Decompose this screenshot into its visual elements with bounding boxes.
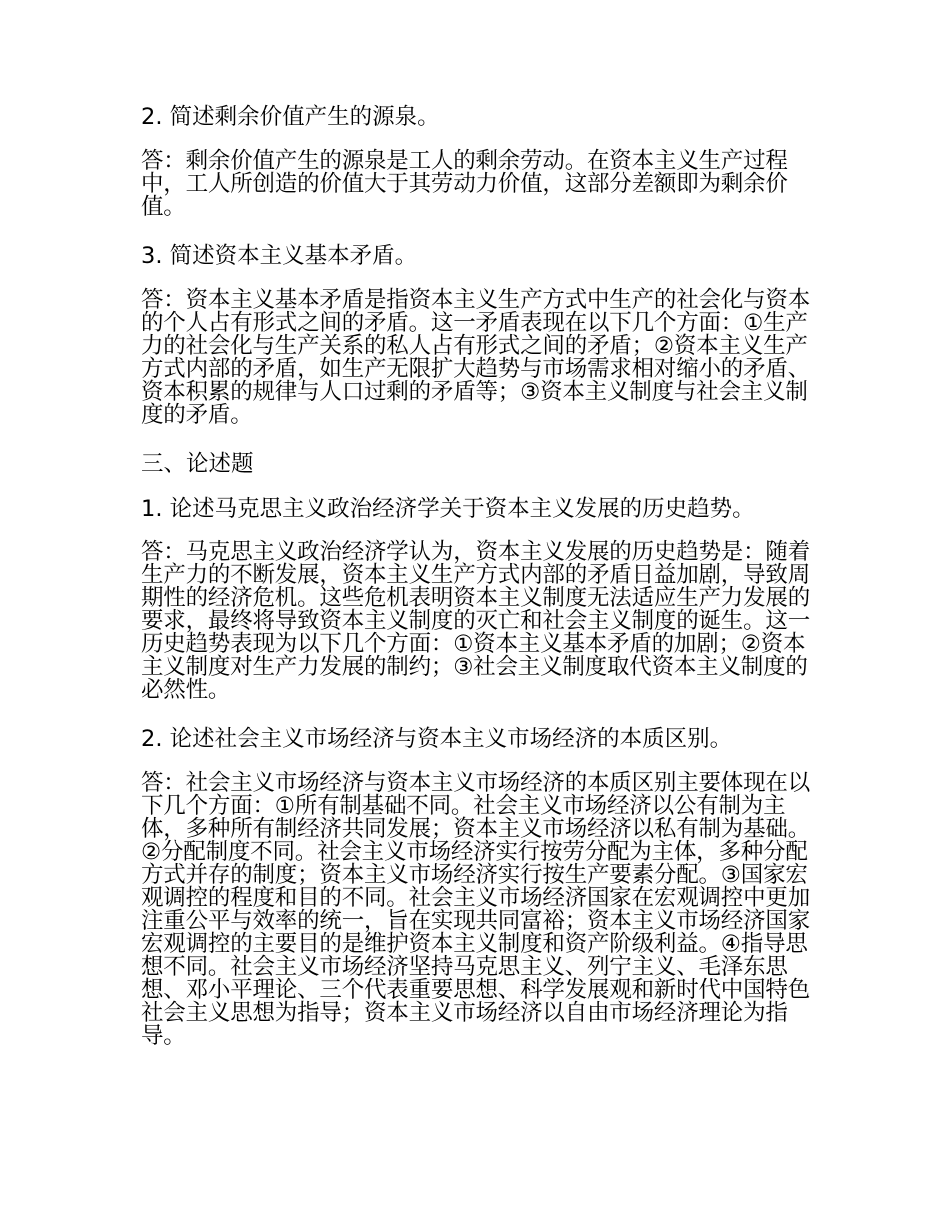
question-heading-1-historical-trend: 1. 论述马克思主义政治经济学关于资本主义发展的历史趋势。 — [141, 496, 755, 522]
answer-market-economy: 答：社会主义市场经济与资本主义市场经济的本质区别主要体现在以下几个方面：①所有制基础不同。社会主义市场经济以公有制为主体，多种所有制经济共同发展；资本主义市场经济以私有制为基础。②分配制度不同。社会主义市场经济实行按劳分配为主体，多种分配方式并存的制度；资本主义市场经济实行按生产要素分配。③国家宏观调控的程度和目的不同。社会主义市场经济国家在宏观调控中更加注重公平与效率的统一，旨在实现共同富裕；资本主义市场经济国家宏观调控的主要目的是维护资本主义制度和资产阶级利益。④指导思想不同。社会主义市场经济坚持马克思主义、列宁主义、毛泽东思想、邓小平理论、三个代表重要思想、科学发展观和新时代中国特色社会主义思想为指导；资本主义市场经济以自由市场经济理论为指导。 — [141, 770, 811, 1049]
question-heading-3-basic-contradiction: 3. 简述资本主义基本矛盾。 — [141, 243, 418, 269]
question-heading-2-market-economy: 2. 论述社会主义市场经济与资本主义市场经济的本质区别。 — [141, 726, 733, 752]
answer-basic-contradiction: 答：资本主义基本矛盾是指资本主义生产方式中生产的社会化与资本的个人占有形式之间的矛盾。这一矛盾表现在以下几个方面：①生产力的社会化与生产关系的私人占有形式之间的矛盾；②资本主义生产方式内部的矛盾，如生产无限扩大趋势与市场需求相对缩小的矛盾、资本积累的规律与人口过剩的矛盾等；③资本主义制度与社会主义制度的矛盾。 — [141, 287, 811, 428]
question-heading-2-surplus-value: 2. 简述剩余价值产生的源泉。 — [141, 104, 440, 130]
section-heading-essay: 三、论述题 — [141, 451, 254, 477]
document-content — [141, 104, 813, 1072]
answer-surplus-value: 答：剩余价值产生的源泉是工人的剩余劳动。在资本主义生产过程中，工人所创造的价值大于其劳动力价值，这部分差额即为剩余价值。 — [141, 148, 788, 220]
answer-historical-trend: 答：马克思主义政治经济学认为，资本主义发展的历史趋势是：随着生产力的不断发展，资本主义生产方式内部的矛盾日益加剧，导致周期性的经济危机。这些危机表明资本主义制度无法适应生产力发展的要求，最终将导致资本主义制度的灭亡和社会主义制度的诞生。这一历史趋势表现为以下几个方面：①资本主义基本矛盾的加剧；②资本主义制度对生产力发展的制约；③社会主义制度取代资本主义制度的必然性。 — [141, 539, 811, 703]
